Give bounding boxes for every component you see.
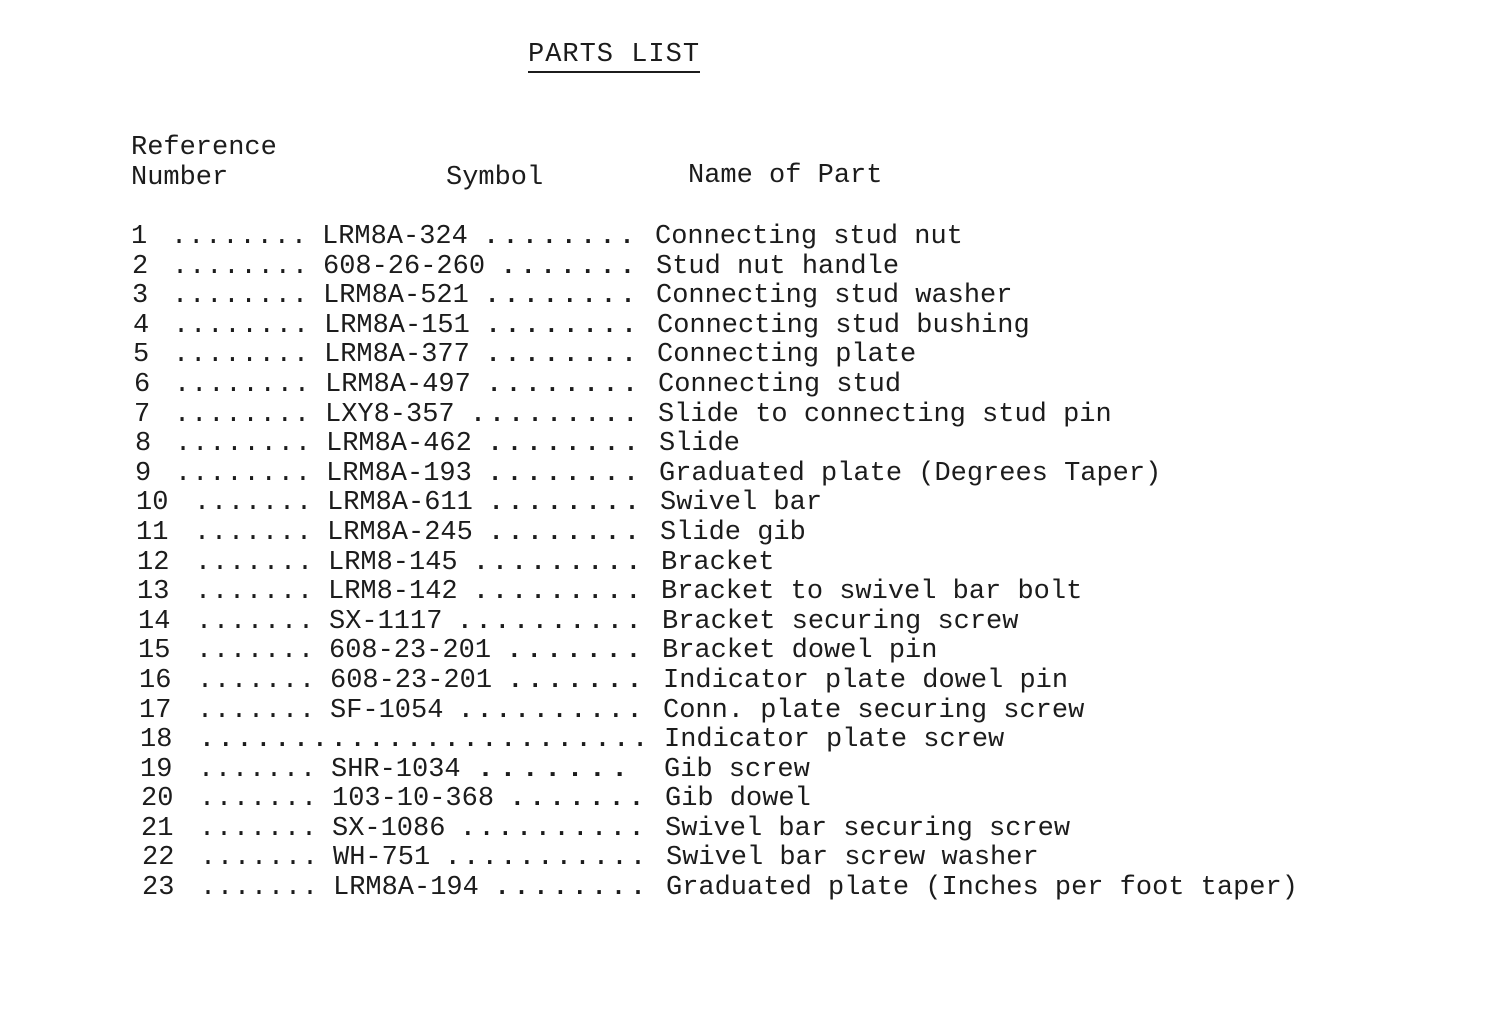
leader-dots: ........................ [198,725,651,756]
table-row [0,696,1488,726]
leader-dots: ........ [481,222,638,252]
part-name: Bracket securing screw [662,606,1019,637]
part-symbol: WH-751 [333,843,431,874]
column-header-name: Name of Part [688,161,883,191]
table-row [0,873,1488,903]
part-name: Indicator plate dowel pin [663,665,1069,696]
part-symbol: LRM8A-151 [324,310,470,341]
leader-dots: ........... [444,843,648,874]
leader-dots: ....... [197,695,316,726]
reference-number: 10 [136,488,169,519]
leader-dots: ........ [485,429,642,460]
part-symbol: LRM8A-611 [327,488,473,519]
reference-number: 1 [131,222,148,252]
leader-dots: ....... [508,784,647,815]
table-row [0,548,1488,578]
reference-number: 3 [132,281,149,312]
leader-dots: ....... [194,488,313,519]
leader-dots: ....... [199,813,318,844]
leader-dots: ........ [482,281,639,312]
part-symbol: 608-23-201 [330,665,493,696]
leader-dots: ........ [174,399,311,430]
table-row [0,311,1488,341]
part-symbol: SHR-1034 [331,754,461,785]
part-name: Swivel bar [660,488,823,519]
part-symbol: LRM8A-521 [323,281,469,312]
reference-number: 22 [142,843,175,874]
reference-number: 23 [142,873,175,904]
part-symbol: LRM8A-462 [326,429,472,460]
part-name: Gib screw [664,754,810,785]
reference-number: 9 [135,458,152,489]
part-symbol: SX-1086 [332,813,446,844]
leader-dots: ......... [471,547,643,578]
part-name: Connecting stud [658,369,902,400]
part-symbol: LRM8A-194 [333,873,479,904]
leader-dots: .......... [459,813,647,844]
leader-dots: .......... [457,695,645,726]
table-row [0,518,1488,548]
leader-dots: ......... [471,577,643,608]
column-header-symbol: Symbol [446,163,544,193]
leader-dots: ....... [195,547,314,578]
reference-number: 7 [134,399,151,430]
table-row [0,370,1488,400]
reference-number: 20 [141,784,174,815]
table-row [0,814,1488,844]
part-name: Connecting stud washer [656,281,1013,312]
leader-dots: ........ [486,488,643,519]
reference-number: 4 [133,310,150,341]
part-symbol: 608-23-201 [329,636,492,667]
reference-number: 12 [137,547,170,578]
part-name: Graduated plate (Degrees Taper) [659,458,1162,489]
part-symbol: SF-1054 [330,695,444,726]
leader-dots: ....... [506,665,645,696]
leader-dots: ........ [175,429,312,460]
leader-dots: ........ [175,458,312,489]
leader-dots: ........ [173,340,310,371]
part-name: Connecting stud nut [655,222,963,252]
leader-dots: ......... [468,399,640,430]
leader-dots: ........ [174,369,311,400]
reference-number: 14 [138,606,171,637]
table-row [0,281,1488,311]
leader-dots: ....... [474,754,632,785]
reference-number: 8 [135,429,152,460]
table-row [0,577,1488,607]
table-row [0,666,1488,696]
reference-number: 5 [133,340,150,371]
table-row [0,636,1488,666]
table-row [0,459,1488,489]
table-row [0,784,1488,814]
reference-number: 17 [139,695,172,726]
reference-number: 18 [140,725,173,756]
leader-dots: ....... [505,636,644,667]
reference-number: 15 [138,636,171,667]
part-symbol: LRM8A-377 [324,340,470,371]
part-name: Connecting stud bushing [657,310,1030,341]
reference-number: 21 [141,813,174,844]
part-name: Slide to connecting stud pin [658,399,1112,430]
leader-dots: ....... [196,636,315,667]
part-name: Swivel bar screw washer [666,843,1039,874]
table-row [0,488,1488,518]
table-row [0,400,1488,430]
part-symbol: LRM8-145 [328,547,458,578]
table-row [0,252,1488,282]
part-name: Indicator plate screw [664,725,1005,756]
leader-dots: ........ [172,251,309,282]
leader-dots: ....... [499,251,638,282]
reference-number: 13 [137,577,170,608]
leader-dots: ........ [485,458,642,489]
column-header-reference: Reference [131,133,277,163]
leader-dots: ....... [194,517,313,548]
table-row [0,222,1488,252]
part-name: Connecting plate [657,340,917,371]
leader-dots: ........ [483,340,640,371]
table-row [0,843,1488,873]
leader-dots: ....... [200,843,319,874]
part-symbol: 608-26-260 [323,251,486,282]
table-row [0,755,1488,785]
reference-number: 11 [136,517,169,548]
table-row [0,607,1488,637]
leader-dots: ........ [173,310,310,341]
leader-dots: ........ [172,281,309,312]
part-name: Slide gib [660,517,806,548]
leader-dots: ....... [198,754,317,785]
part-name: Stud nut handle [656,251,900,282]
part-symbol: SX-1117 [329,606,443,637]
part-name: Bracket to swivel bar bolt [661,577,1083,608]
table-row [0,340,1488,370]
leader-dots: ........ [492,873,649,904]
leader-dots: ........ [486,517,643,548]
part-name: Conn. plate securing screw [663,695,1085,726]
part-name: Bracket [661,547,775,578]
column-header-number: Number [131,163,229,193]
reference-number: 6 [134,369,151,400]
reference-number: 19 [140,754,173,785]
part-name: Graduated plate (Inches per foot taper) [666,873,1298,904]
part-symbol: LRM8A-245 [327,517,473,548]
part-name: Swivel bar securing screw [665,813,1071,844]
part-name: Slide [659,429,741,460]
part-symbol: LRM8A-497 [325,369,471,400]
leader-dots: ........ [484,369,641,400]
leader-dots: ....... [197,665,316,696]
part-symbol: LRM8A-193 [326,458,472,489]
leader-dots: ....... [199,784,318,815]
part-name: Gib dowel [665,784,811,815]
parts-table [0,222,1488,903]
leader-dots: ........ [483,310,640,341]
part-symbol: LXY8-357 [325,399,455,430]
leader-dots: ........ [171,222,308,252]
leader-dots: ....... [200,873,319,904]
table-row [0,429,1488,459]
leader-dots: ....... [195,577,314,608]
part-symbol: 103-10-368 [332,784,495,815]
leader-dots: ....... [196,606,315,637]
reference-number: 16 [139,665,172,696]
part-symbol: LRM8A-324 [322,222,468,252]
reference-number: 2 [132,251,149,282]
table-row [0,725,1488,755]
page-title: PARTS LIST [528,40,700,73]
part-name: Bracket dowel pin [662,636,938,667]
leader-dots: .......... [456,606,644,637]
part-symbol: LRM8-142 [328,577,458,608]
